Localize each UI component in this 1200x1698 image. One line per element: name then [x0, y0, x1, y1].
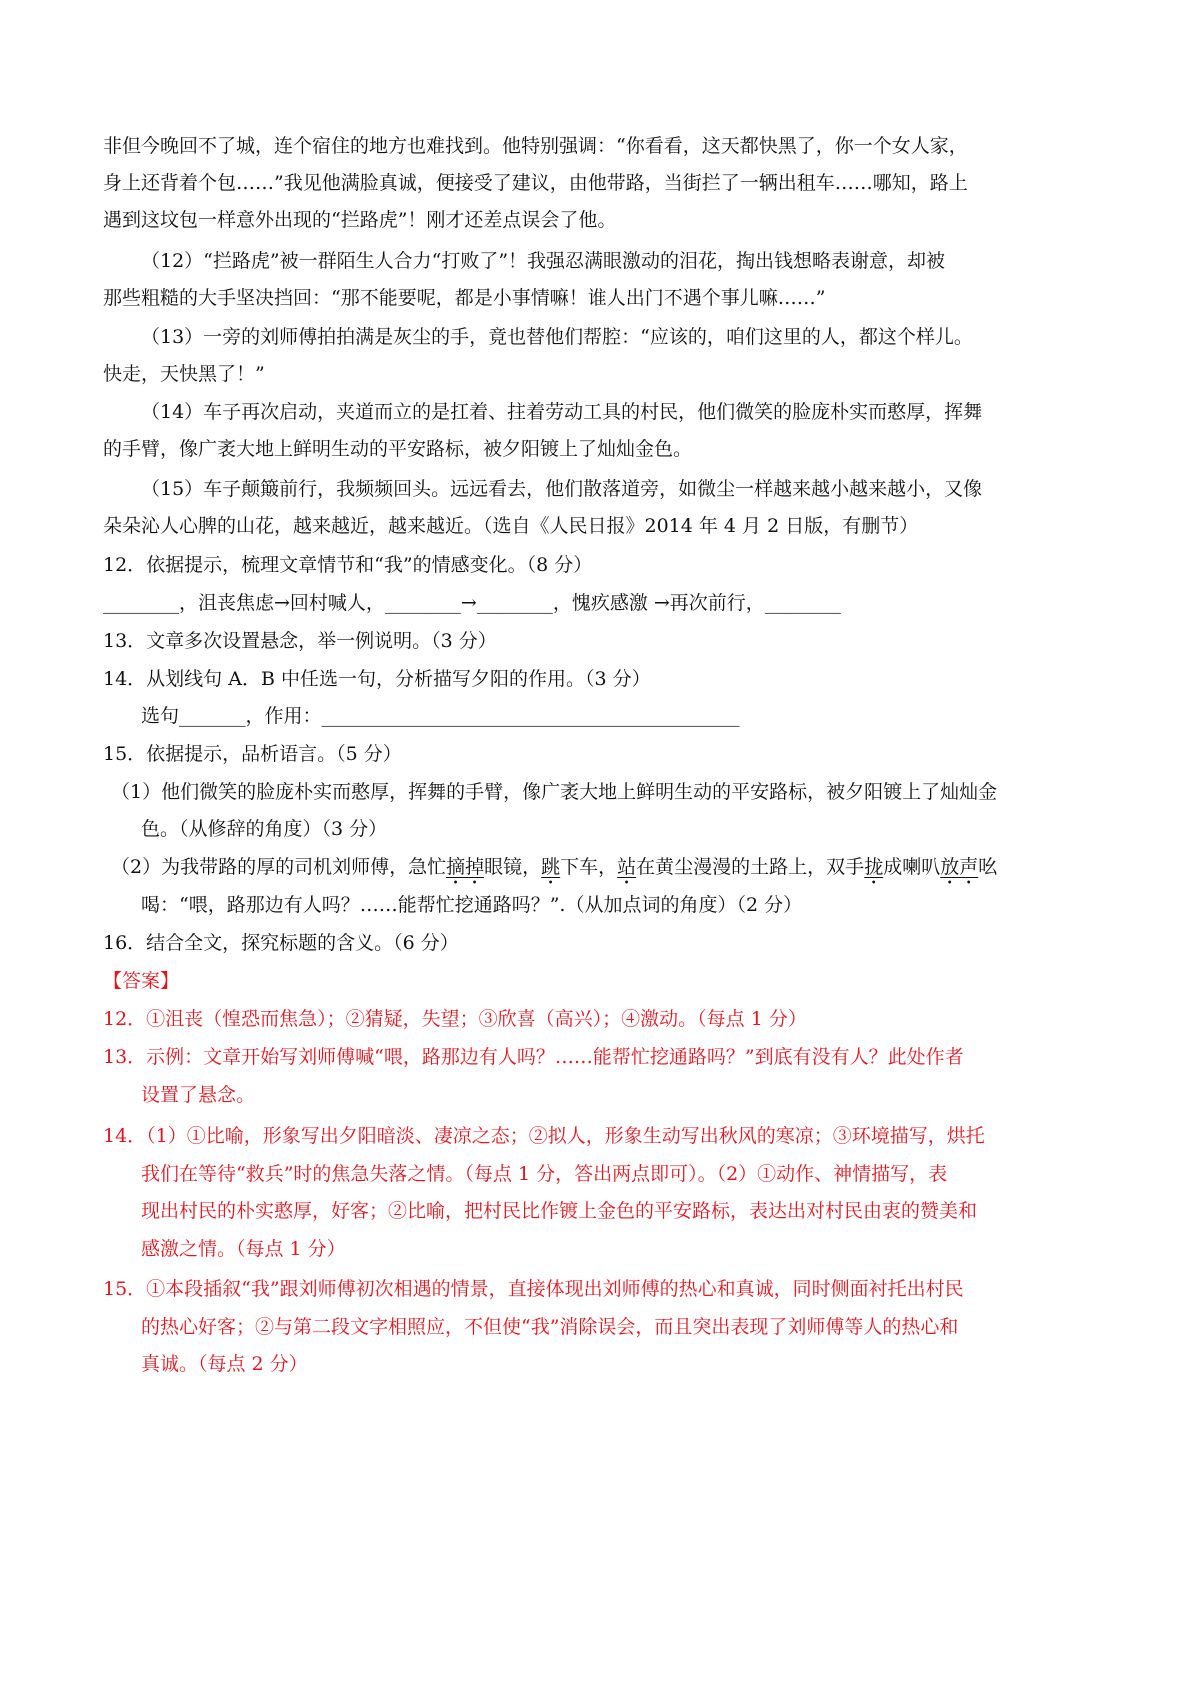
- q15-2-dotted-word-1: 摘掉: [446, 856, 485, 878]
- q15-2-dotted-word-5: 放声: [940, 856, 979, 878]
- q15-2-text-f: 吆: [978, 856, 998, 878]
- q12-text-1: ，沮丧焦虑→回村喊人，: [179, 592, 385, 614]
- answer-14-line4: 感激之情。（每点 1 分）: [141, 1238, 346, 1260]
- answer-13-line1: 13．示例：文章开始写刘师傅喊“喂，路那边有人吗？……能帮忙挖通路吗？”到底有没有人？此处作者: [103, 1046, 964, 1068]
- q14-select-label: 选句: [141, 705, 180, 727]
- answer-14-line2: 我们在等待“救兵”时的焦急失落之情。（每点 1 分，答出两点即可）。（2）①动作、神情描写，表: [141, 1163, 948, 1185]
- q14-effect-label: ，作用：: [245, 705, 322, 727]
- q15-2-dotted-word-3: 站: [617, 856, 637, 878]
- question-15: 15．依据提示，品析语言。（5 分）: [103, 743, 402, 765]
- q15-2-text-a: （2）为我带路的厚的司机刘师傅，急忙: [111, 856, 447, 878]
- answer-14-line3: 现出村民的朴实憨厚，好客；②比喻，把村民比作镀上金色的平安路标，表达出对村民由衷的赞美和: [141, 1200, 978, 1222]
- answer-14-line1: 14．（1）①比喻，形象写出夕阳暗淡、凄凉之态；②拟人，形象生动写出秋风的寒凉；③环境描写，烘托: [103, 1125, 985, 1147]
- question-14: 14．从划线句 A．B 中任选一句，分析描写夕阳的作用。（3 分）: [103, 668, 651, 690]
- q15-2-text-e: 成喇叭: [883, 856, 941, 878]
- question-12: 12．依据提示，梳理文章情节和“我”的情感变化。（8 分）: [103, 554, 593, 576]
- question-15-2-line2: 喝：“喂，路那边有人吗？……能帮忙挖通路吗？”.（从加点词的角度）（2 分）: [141, 894, 803, 916]
- q15-2-text-b: 眼镜，: [484, 856, 542, 878]
- passage-p11-line3: 遇到这坟包一样意外出现的“拦路虎”！刚才还差点误会了他。: [103, 209, 617, 231]
- answers-header: 【答案】: [103, 970, 180, 992]
- q15-2-text-c: 下车，: [560, 856, 618, 878]
- passage-p14-line2: 的手臂，像广袤大地上鲜明生动的平安路标，被夕阳镀上了灿灿金色。: [103, 438, 693, 460]
- q12-blank-2[interactable]: ________: [384, 592, 461, 614]
- answer-15-line1: 15．①本段插叙“我”跟刘师傅初次相遇的情景，直接体现出刘师傅的热心和真诚，同时侧面衬托出村民: [103, 1278, 964, 1300]
- q12-blank-1[interactable]: ________: [103, 592, 179, 614]
- answer-13-line2: 设置了悬念。: [141, 1084, 256, 1106]
- q15-2-dotted-word-2: 跳: [541, 856, 561, 878]
- question-13: 13．文章多次设置悬念，举一例说明。（3 分）: [103, 630, 497, 652]
- passage-p13-line1: （13）一旁的刘师傅拍拍满是灰尘的手，竟也替他们帮腔：“应该的，咱们这里的人，都这个样儿。: [141, 326, 973, 348]
- passage-p12-line1: （12）“拦路虎”被一群陌生人合力“打败了”！我强忍满眼激动的泪花，掏出钱想略表谢意，却被: [141, 250, 946, 272]
- answer-15-line3: 真诚。（每点 2 分）: [141, 1353, 308, 1375]
- question-16: 16．结合全文，探究标题的含义。（6 分）: [103, 932, 459, 954]
- passage-p14-line1: （14）车子再次启动，夹道而立的是扛着、拄着劳动工具的村民，他们微笑的脸庞朴实而憨厚，挥舞: [141, 401, 983, 423]
- passage-p15-line1: （15）车子颠簸前行，我频频回头。远远看去，他们散落道旁，如微尘一样越来越小越来越小，又像: [141, 478, 983, 500]
- passage-p15-line2: 朵朵沁人心脾的山花，越来越近，越来越近。（选自《人民日报》2014 年 4 月 2 日版，有删节）: [103, 515, 919, 537]
- passage-p11-line2: 身上还背着个包……”我见他满脸真诚，便接受了建议，由他带路，当街拦了一辆出租车……哪知，路上: [103, 172, 968, 194]
- q12-blank-4[interactable]: ________: [764, 592, 841, 614]
- question-15-2-line1: [111, 854, 997, 880]
- passage-p11-line1: 非但今晚回不了城，连个宿住的地方也难找到。他特别强调：“你看看，这天都快黑了，你一个女人家，: [103, 135, 968, 157]
- q12-text-2: ，愧疚感激 →再次前行，: [552, 592, 765, 614]
- answer-12: 12．①沮丧（惶恐而焦急）；②猜疑，失望；③欣喜（高兴）；④激动。（每点 1 分）: [103, 1008, 807, 1030]
- q15-2-dotted-word-4: 拢: [864, 856, 884, 878]
- question-15-1-line1: （1）他们微笑的脸庞朴实而憨厚，挥舞的手臂，像广袤大地上鲜明生动的平安路标，被夕阳镀上了灿灿金: [111, 781, 998, 803]
- question-12-outline: [103, 590, 841, 616]
- question-15-1-line2: 色。（从修辞的角度）（3 分）: [141, 818, 388, 840]
- q15-2-text-d: 在黄尘漫漫的土路上，双手: [636, 856, 865, 878]
- passage-p12-line2: 那些粗糙的大手坚决挡回：“那不能要呢，都是小事情嘛！谁人出门不遇个事儿嘛……”: [103, 287, 826, 309]
- answer-15-line2: 的热心好客；②与第二段文字相照应，不但使“我”消除误会，而且突出表现了刘师傅等人的热心和: [141, 1316, 959, 1338]
- passage-p13-line2: 快走，天快黑了！”: [103, 363, 265, 385]
- q14-effect-blank[interactable]: ____________________________________________: [321, 705, 740, 727]
- question-14-answer-line: [141, 703, 740, 729]
- q14-select-blank[interactable]: _______: [179, 705, 246, 727]
- q12-blank-3[interactable]: ________: [476, 592, 553, 614]
- q12-arrow: →: [460, 592, 477, 614]
